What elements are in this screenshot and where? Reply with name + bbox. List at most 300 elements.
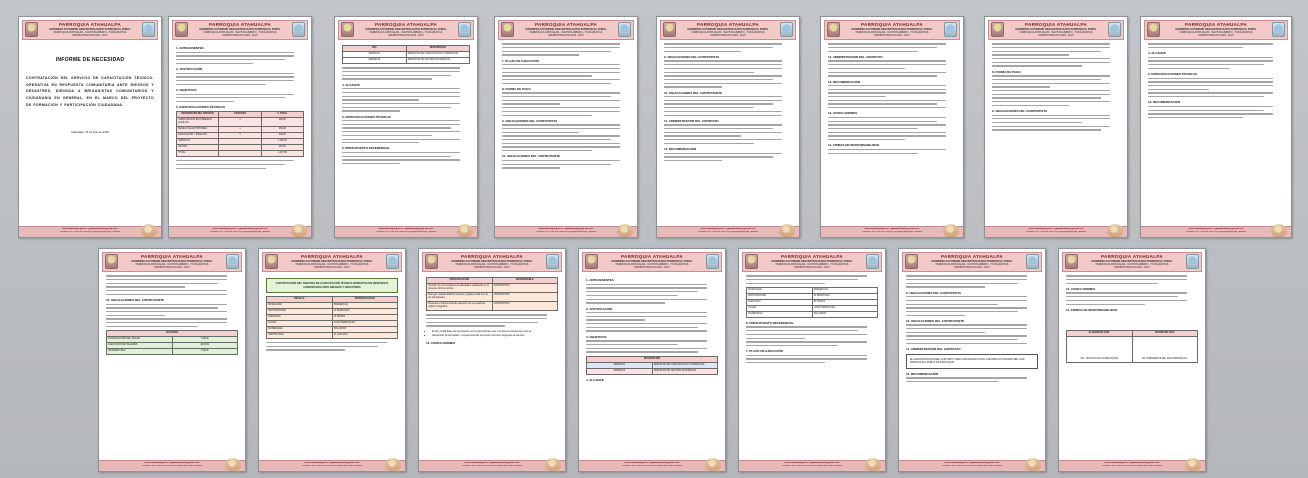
page-header [824,20,960,40]
header-line2: PARROQUIA ATAHUALPA - CANTON AMBATO - TUNGURAHUA [295,263,369,267]
table-cell: MATERIALES [267,327,333,333]
document-page-10[interactable] [258,248,406,472]
table-cell: 1 [219,133,261,139]
specs-table [426,277,558,311]
text-block [828,60,956,76]
rubber-stamp-icon [545,458,561,471]
section-heading: 4. ALCANCE [586,377,604,382]
parish-seal-icon [1108,22,1121,37]
bullet-list [426,330,558,338]
header-line2: PARROQUIA ATAHUALPA - CANTON AMBATO - TUNGURAHUA [135,263,209,267]
table-row [1067,336,1198,362]
table-cell: 40 PERSONAS [332,309,398,315]
section-heading: 4. ALCANCE [342,82,360,87]
list-item: • Emitir certificados de aprobación a los participantes que cumplan la asistencia mínima. [432,330,558,334]
section-heading: 9. OBLIGACIONES DEL CONTRATISTA [502,118,558,123]
section-heading: 9. OBLIGACIONES DEL CONTRATISTA [906,290,962,295]
document-page-1[interactable] [18,16,162,238]
header-line1: GOBIERNO AUTONOMO DESCENTRALIZADO PARROQUIAL RURAL [931,260,1013,263]
text-block [342,152,470,164]
section-heading: 13. CONCLUSIONES [426,340,456,345]
table-cell: INCLUIDOS [812,311,878,317]
footer-line1: www.atahualpa.gob.ec | gadatahualpa@gmail.com [538,228,594,230]
coat-of-arms-icon [1147,22,1160,37]
coat-of-arms-icon [501,22,514,37]
page-header [422,252,562,272]
header-line3: ADMINISTRACION 2023 - 2027 [314,266,350,270]
highlight-box-green: CONTRATACIÓN DEL SERVICIO DE CAPACITACIÓN TÉCNICO-OPERATIVA EN RESPUESTA COMUNITARIA ANTE RIESGOS Y DESASTRES [266,278,398,293]
text-block [502,160,630,169]
page-footer [985,226,1127,237]
parish-seal-icon [1272,22,1285,37]
rubber-stamp-icon [1025,458,1041,471]
header-line3: ADMINISTRACION 2023 - 2027 [1198,34,1234,38]
table-header-cell: ELABORADO POR: [1067,330,1133,336]
page-footer [821,226,963,237]
table-header-cell: RESPONSABLE [492,278,558,284]
section-heading: 9. OBLIGACIONES DEL CONTRATISTA [664,54,720,59]
text-block [828,117,956,140]
header-line1: GOBIERNO AUTONOMO DESCENTRALIZADO PARROQUIAL RURAL [525,28,607,31]
parish-seal-icon [618,22,631,37]
text-block [1148,78,1284,98]
document-page-3[interactable] [334,16,478,238]
document-page-14[interactable] [898,248,1046,472]
table-cell: DURACIÓN [747,299,813,305]
text-block [106,304,238,327]
footer-line2: Telefonos: 032 2840149 Direccion: parroquia Atahualpa - Ambato [375,231,437,233]
coat-of-arms-icon [341,22,354,37]
table-header-cell: ESPECIFICACIÓN [427,278,493,284]
page-body [742,272,882,460]
document-page-11[interactable] [418,248,566,472]
header-line1: GOBIERNO AUTONOMO DESCENTRALIZADO PARROQUIAL RURAL [1015,28,1097,31]
text-block [586,340,718,352]
text-block [992,75,1120,106]
section-heading: 9. OBLIGACIONES DEL CONTRATISTA [992,109,1048,113]
page-body [660,40,796,226]
rubber-stamp-icon [1185,458,1201,471]
table-cell: 5 DÍAS [172,348,238,354]
table-cell: Cumplir con el cronograma de actividades establecido en el presente informe técnico. [427,284,493,293]
table-cell: 187,50 [261,145,303,151]
page-body [262,272,402,460]
table-cell: MANEJO DE EXTINTORES [177,127,219,133]
table-cell: CONTRATISTA [492,302,558,311]
rubber-stamp-icon [225,458,241,471]
header-line2: PARROQUIA ATAHUALPA - CANTON AMBATO - TUNGURAHUA [529,31,603,35]
document-subject: CONTRATACIÓN DEL SERVICIO DE CAPACITACIÓN TÉCNICO-OPERATIVA EN RESPUESTA COMUNITARIA ANTE RIESGOS Y DESASTRES, DIRIGIDA A BRIGADISTAS COMUNITARIOS Y CIUDADANÍA EN GENERAL, EN EL MARCO DEL PROYECTO DE FORMACIÓN Y PARTICIPACIÓN CIUDADANA. [26,76,154,107]
header-line1: GOBIERNO AUTONOMO DESCENTRALIZADO PARROQUIAL RURAL [611,260,693,263]
footer-line2: Telefonos: 032 2840149 Direccion: parroquia Atahualpa - Ambato [535,231,597,233]
page-header [582,252,722,272]
coat-of-arms-icon [265,254,278,269]
table-cell: 929900011 [343,52,407,58]
rubber-stamp-icon [943,224,959,237]
header-title: PARROQUIA ATAHUALPA [621,254,683,259]
footer-line1: www.atahualpa.gob.ec | gadatahualpa@gmail.com [944,462,1000,464]
table-cell [219,151,261,157]
footer-line1: www.atahualpa.gob.ec | gadatahualpa@gmail.com [1188,228,1244,230]
footer-line1: www.atahualpa.gob.ec | gadatahualpa@gmail.com [864,228,920,230]
page-header [1062,252,1202,272]
table-row [177,151,304,157]
header-title: PARROQUIA ATAHUALPA [535,22,597,27]
header-line3: ADMINISTRACION 2023 - 2027 [474,266,510,270]
rubber-stamp-icon [1107,224,1123,237]
header-line1: GOBIERNO AUTONOMO DESCENTRALIZADO PARROQUIAL RURAL [687,28,769,31]
table-cell: PRESENCIAL [812,287,878,293]
header-line2: PARROQUIA ATAHUALPA - CANTON AMBATO - TUNGURAHUA [775,263,849,267]
header-line2: PARROQUIA ATAHUALPA - CANTON AMBATO - TUNGURAHUA [1019,31,1093,35]
header-title: PARROQUIA ATAHUALPA [1185,22,1247,27]
text-block [426,314,558,326]
budget-table [176,111,304,157]
header-line1: GOBIERNO AUTONOMO DESCENTRALIZADO PARROQUIAL RURAL [291,260,373,263]
header-line1: GOBIERNO AUTONOMO DESCENTRALIZADO PARROQUIAL RURAL [131,260,213,263]
table-cell: 40 PERSONAS [812,293,878,299]
header-line1: GOBIERNO AUTONOMO DESCENTRALIZADO PARROQUIAL RURAL [49,28,131,31]
parish-seal-icon [292,22,305,37]
document-page-9[interactable] [98,248,246,472]
section-heading: 8. FORMA DE PAGO [992,69,1021,74]
page-body [1144,40,1288,226]
header-line3: ADMINISTRACION 2023 - 2027 [72,34,108,38]
coat-of-arms-icon [175,22,188,37]
header-title: PARROQUIA ATAHUALPA [375,22,437,27]
page-header [498,20,634,40]
text-block [342,88,470,111]
table-cell: SERVICIOS DE GESTIÓN DE RIESGOS [406,58,470,64]
section-heading: 8. FORMA DE PAGO [502,86,531,91]
header-line1: GOBIERNO AUTONOMO DESCENTRALIZADO PARROQUIAL RURAL [771,260,853,263]
table-row [427,293,558,302]
section-heading: 11. ADMINISTRADOR DEL CONTRATO [906,347,961,352]
header-line3: ADMINISTRACION 2023 - 2027 [1114,266,1150,270]
specs-table [266,296,398,339]
coat-of-arms-icon [827,22,840,37]
page-body [102,272,242,460]
parish-seal-icon [386,254,399,269]
section-heading: 10. OBLIGACIONES DEL CONTRATANTE [906,318,965,323]
table-header-cell: DESCRIPCIÓN [587,356,718,362]
footer-line1: www.atahualpa.gob.ec | gadatahualpa@gmail.com [304,462,360,464]
table-cell: CONTRATISTA [492,284,558,293]
footer-line2: Telefonos: 032 2840149 Direccion: parroquia Atahualpa - Ambato [781,465,843,467]
page-body [22,40,158,226]
admin-note-box: EL ADMINISTRADOR DEL CONTRATO SERÁ DESIGNADO POR LA MÁXIMA AUTORIDAD DEL GAD PARROQUIAL RURAL DE ATAHUALPA. [906,354,1038,369]
page-header [988,20,1124,40]
table-row [177,118,304,127]
table-cell: 450,00 [261,118,303,127]
table-row [107,348,238,354]
footer-line2: Telefonos: 032 2840149 Direccion: parroquia Atahualpa - Ambato [141,465,203,467]
document-page-12[interactable] [578,248,726,472]
header-line1: GOBIERNO AUTONOMO DESCENTRALIZADO PARROQUIAL RURAL [1175,28,1257,31]
document-date: Atahualpa, 15 de julio de 2025 [71,130,109,135]
footer-line1: www.atahualpa.gob.ec | gadatahualpa@gmail.com [62,228,118,230]
rubber-stamp-icon [705,458,721,471]
header-line1: GOBIERNO AUTONOMO DESCENTRALIZADO PARROQUIAL RURAL [365,28,447,31]
table-cell: LUGAR [747,305,813,311]
header-line2: PARROQUIA ATAHUALPA - CANTON AMBATO - TUNGURAHUA [369,31,443,35]
parish-seal-icon [780,22,793,37]
text-block [746,355,878,364]
rubber-stamp-icon [865,458,881,471]
table-cell: Presentar el informe final de ejecución con el respectivo registro fotográfico. [427,302,493,311]
header-line2: PARROQUIA ATAHUALPA - CANTON AMBATO - TUNGURAHUA [53,31,127,35]
text-block [176,160,304,169]
table-cell: INCLUIDOS [332,327,398,333]
parish-seal-icon [1026,254,1039,269]
table-cell: LUGAR [267,321,333,327]
section-heading: 13. CONCLUSIONES [1066,286,1096,291]
header-title: PARROQUIA ATAHUALPA [1025,22,1087,27]
page-footer [259,460,405,471]
footer-line2: Telefonos: 032 2840149 Direccion: parroquia Atahualpa - Ambato [59,231,121,233]
page-footer [1141,226,1291,237]
coat-of-arms-icon [1065,254,1078,269]
parish-seal-icon [142,22,155,37]
header-title: PARROQUIA ATAHUALPA [697,22,759,27]
table-cell: SÍ, AVALADO [332,333,398,339]
text-block [664,96,792,116]
footer-line2: Telefonos: 032 2840149 Direccion: parroquia Atahualpa - Ambato [1101,465,1163,467]
table-row [587,368,718,374]
text-block [176,94,304,103]
header-title: PARROQUIA ATAHUALPA [301,254,363,259]
footer-line2: Telefonos: 032 2840149 Direccion: parroquia Atahualpa - Ambato [209,231,271,233]
footer-line1: www.atahualpa.gob.ec | gadatahualpa@gmail.com [700,228,756,230]
header-title: PARROQUIA ATAHUALPA [941,254,1003,259]
table-cell: MATERIALES [747,311,813,317]
rubber-stamp-icon [141,224,157,237]
text-block [586,312,718,332]
table-cell: 1.250,00 [261,139,303,145]
rubber-stamp-icon [385,458,401,471]
rubber-stamp-icon [457,224,473,237]
page-header [902,252,1042,272]
document-page-15[interactable] [1058,248,1206,472]
header-line2: PARROQUIA ATAHUALPA - CANTON AMBATO - TUNGURAHUA [1179,31,1253,35]
rubber-stamp-icon [1271,224,1287,237]
page-body [1062,272,1202,460]
text-block [746,326,878,346]
page-body [902,272,1042,460]
footer-line1: www.atahualpa.gob.ec | gadatahualpa@gmail.com [624,462,680,464]
table-cell: 420,00 [261,133,303,139]
section-heading: 2. JUSTIFICACIÓN [586,306,613,311]
page-footer [899,460,1045,471]
text-block [502,124,630,151]
section-heading: 6. PRESUPUESTO REFERENCIAL [746,320,795,325]
section-heading: 14. FIRMAS DE RESPONSABILIDAD [828,143,880,148]
section-heading: 3. OBJETIVOS [586,334,607,339]
text-block [342,120,470,143]
table-header-cell: CANTIDAD [219,112,261,118]
table-cell: PRESENCIAL [332,303,398,309]
footer-line2: Telefonos: 032 2840149 Direccion: parroquia Atahualpa - Ambato [301,465,363,467]
document-page-2[interactable] [168,16,312,238]
page-title: INFORME DE NECESIDAD [55,57,125,64]
page-header [172,20,308,40]
table-row [427,302,558,311]
page-footer [1059,460,1205,471]
header-line3: ADMINISTRACION 2023 - 2027 [388,34,424,38]
header-line2: PARROQUIA ATAHUALPA - CANTON AMBATO - TUNGURAHUA [455,263,529,267]
signature-cell-right: SR. PRESIDENTE DEL GAD PARROQUIAL [1132,336,1198,362]
table-header-cell: V. TOTAL [261,112,303,118]
table-cell: CERTIFICADO [267,333,333,339]
table-cell: 1 [219,127,261,133]
table-cell: TOTAL [177,151,219,157]
header-line2: PARROQUIA ATAHUALPA - CANTON AMBATO - TUNGURAHUA [691,31,765,35]
header-title: PARROQUIA ATAHUALPA [141,254,203,259]
table-cell: MODALIDAD [267,303,333,309]
document-page-4[interactable] [494,16,638,238]
header-line3: ADMINISTRACION 2023 - 2027 [954,266,990,270]
page-footer [99,460,245,471]
page-header [338,20,474,40]
table-cell: MODALIDAD [747,287,813,293]
coat-of-arms-icon [25,22,38,37]
parish-seal-icon [226,254,239,269]
table-header-cell: CPC [343,46,407,52]
table-row [267,333,398,339]
section-heading: 3. OBJETIVOS [176,88,197,92]
text-block [106,275,238,295]
table-cell: 30 HORAS [332,315,398,321]
footer-line1: www.atahualpa.gob.ec | gadatahualpa@gmail.com [784,462,840,464]
table-header-cell: ESPECIFICACIÓN [332,297,398,303]
table-cell: PARTICIPANTES [747,293,813,299]
document-page-7[interactable] [984,16,1128,238]
text-block [1148,106,1284,118]
text-block [342,67,470,79]
page-footer [657,226,799,237]
page-footer [739,460,885,471]
table-cell: 929900011 [587,362,653,368]
page-header [102,252,242,272]
coat-of-arms-icon [745,254,758,269]
header-line3: ADMINISTRACION 2023 - 2027 [874,34,910,38]
header-line3: ADMINISTRACION 2023 - 2027 [154,266,190,270]
page-footer [495,226,637,237]
page-header [1144,20,1288,40]
page-header [22,20,158,40]
document-page-5[interactable] [656,16,800,238]
page-body [172,40,308,226]
header-line3: ADMINISTRACION 2023 - 2027 [548,34,584,38]
table-cell: 380,00 [261,127,303,133]
page-header [660,20,796,40]
page-footer [19,226,161,237]
section-heading: 12. RECOMENDACIÓN [828,79,861,84]
text-block [176,52,304,64]
table-cell: SERVICIOS DE GESTIÓN DE RIESGOS [652,368,718,374]
table-header-cell: ACTIVIDAD [107,330,238,336]
page-header [262,252,402,272]
table-row [747,311,878,317]
parish-seal-icon [706,254,719,269]
table-cell: 1 [219,118,261,127]
page-footer [169,226,311,237]
section-heading: 2. JUSTIFICACIÓN [176,67,203,72]
coat-of-arms-icon [425,254,438,269]
section-heading: 1. ANTECEDENTES [586,278,614,283]
section-heading: 4. ALCANCE [1148,51,1166,56]
page-body [824,40,960,226]
text-block [992,115,1120,131]
header-line3: ADMINISTRACION 2023 - 2027 [710,34,746,38]
header-line2: PARROQUIA ATAHUALPA - CANTON AMBATO - TUNGURAHUA [1095,263,1169,267]
parish-seal-icon [1186,254,1199,269]
section-heading: 5. ESPECIFICACIONES TÉCNICAS [342,114,392,119]
parish-seal-icon [458,22,471,37]
page-body [422,272,562,460]
document-page-8[interactable] [1140,16,1292,238]
rubber-stamp-icon [779,224,795,237]
header-title: PARROQUIA ATAHUALPA [59,22,121,27]
header-title: PARROQUIA ATAHUALPA [861,22,923,27]
section-heading: 5. ESPECIFICACIONES TÉCNICAS [176,105,226,110]
coat-of-arms-icon [991,22,1004,37]
document-page-13[interactable] [738,248,886,472]
text-block [502,92,630,115]
text-block [502,64,630,84]
page-body [338,40,474,226]
table-cell: CASA PARROQUIAL [332,321,398,327]
signature-cell-left: ING. TÉCNICO DE PLANIFICACIÓN [1067,336,1133,362]
coat-of-arms-icon [585,254,598,269]
section-heading: 5. ESPECIFICACIONES TÉCNICAS [1148,72,1198,77]
footer-line1: www.atahualpa.gob.ec | gadatahualpa@gmail.com [144,462,200,464]
section-heading: 7. PLAZO DE EJECUCIÓN [502,58,539,63]
section-heading: 12. RECOMENDACIÓN [664,147,697,152]
page-footer [579,460,725,471]
text-block [176,73,304,85]
text-block [906,324,1038,344]
table-cell: DURACIÓN [267,315,333,321]
table-cell: CAPACITACIÓN EN PRIMEROS AUXILIOS [177,118,219,127]
footer-line2: Telefonos: 032 2840149 Direccion: parroquia Atahualpa - Ambato [941,465,1003,467]
page-footer [335,226,477,237]
coat-of-arms-icon [905,254,918,269]
document-page-6[interactable] [820,16,964,238]
header-line2: PARROQUIA ATAHUALPA - CANTON AMBATO - TUNGURAHUA [855,31,929,35]
table-row [343,58,470,64]
text-block [746,275,878,284]
table-cell: PLANIFICACIÓN DEL TALLER [107,336,173,342]
table-row [427,284,558,293]
footer-line2: Telefonos: 032 2840149 Direccion: parroquia Atahualpa - Ambato [861,231,923,233]
section-heading: 12. RECOMENDACIÓN [1148,100,1181,105]
section-heading: 10. OBLIGACIONES DEL CONTRATANTE [502,154,561,159]
rubber-stamp-icon [291,224,307,237]
header-line2: PARROQUIA ATAHUALPA - CANTON AMBATO - TUNGURAHUA [935,263,1009,267]
text-block [1066,292,1198,304]
header-line3: ADMINISTRACION 2023 - 2027 [222,34,258,38]
header-line1: GOBIERNO AUTONOMO DESCENTRALIZADO PARROQUIAL RURAL [1091,260,1173,263]
parish-seal-icon [944,22,957,37]
header-title: PARROQUIA ATAHUALPA [461,254,523,259]
section-heading: 12. RECOMENDACIÓN [906,371,939,376]
text-block [828,149,956,154]
table-cell: SERVICIOS DE CAPACITACIÓN Y FORMACIÓN [652,362,718,368]
text-block [1148,57,1284,69]
footer-line1: www.atahualpa.gob.ec | gadatahualpa@gmail.com [1028,228,1084,230]
table-cell: 20 DÍAS [172,342,238,348]
